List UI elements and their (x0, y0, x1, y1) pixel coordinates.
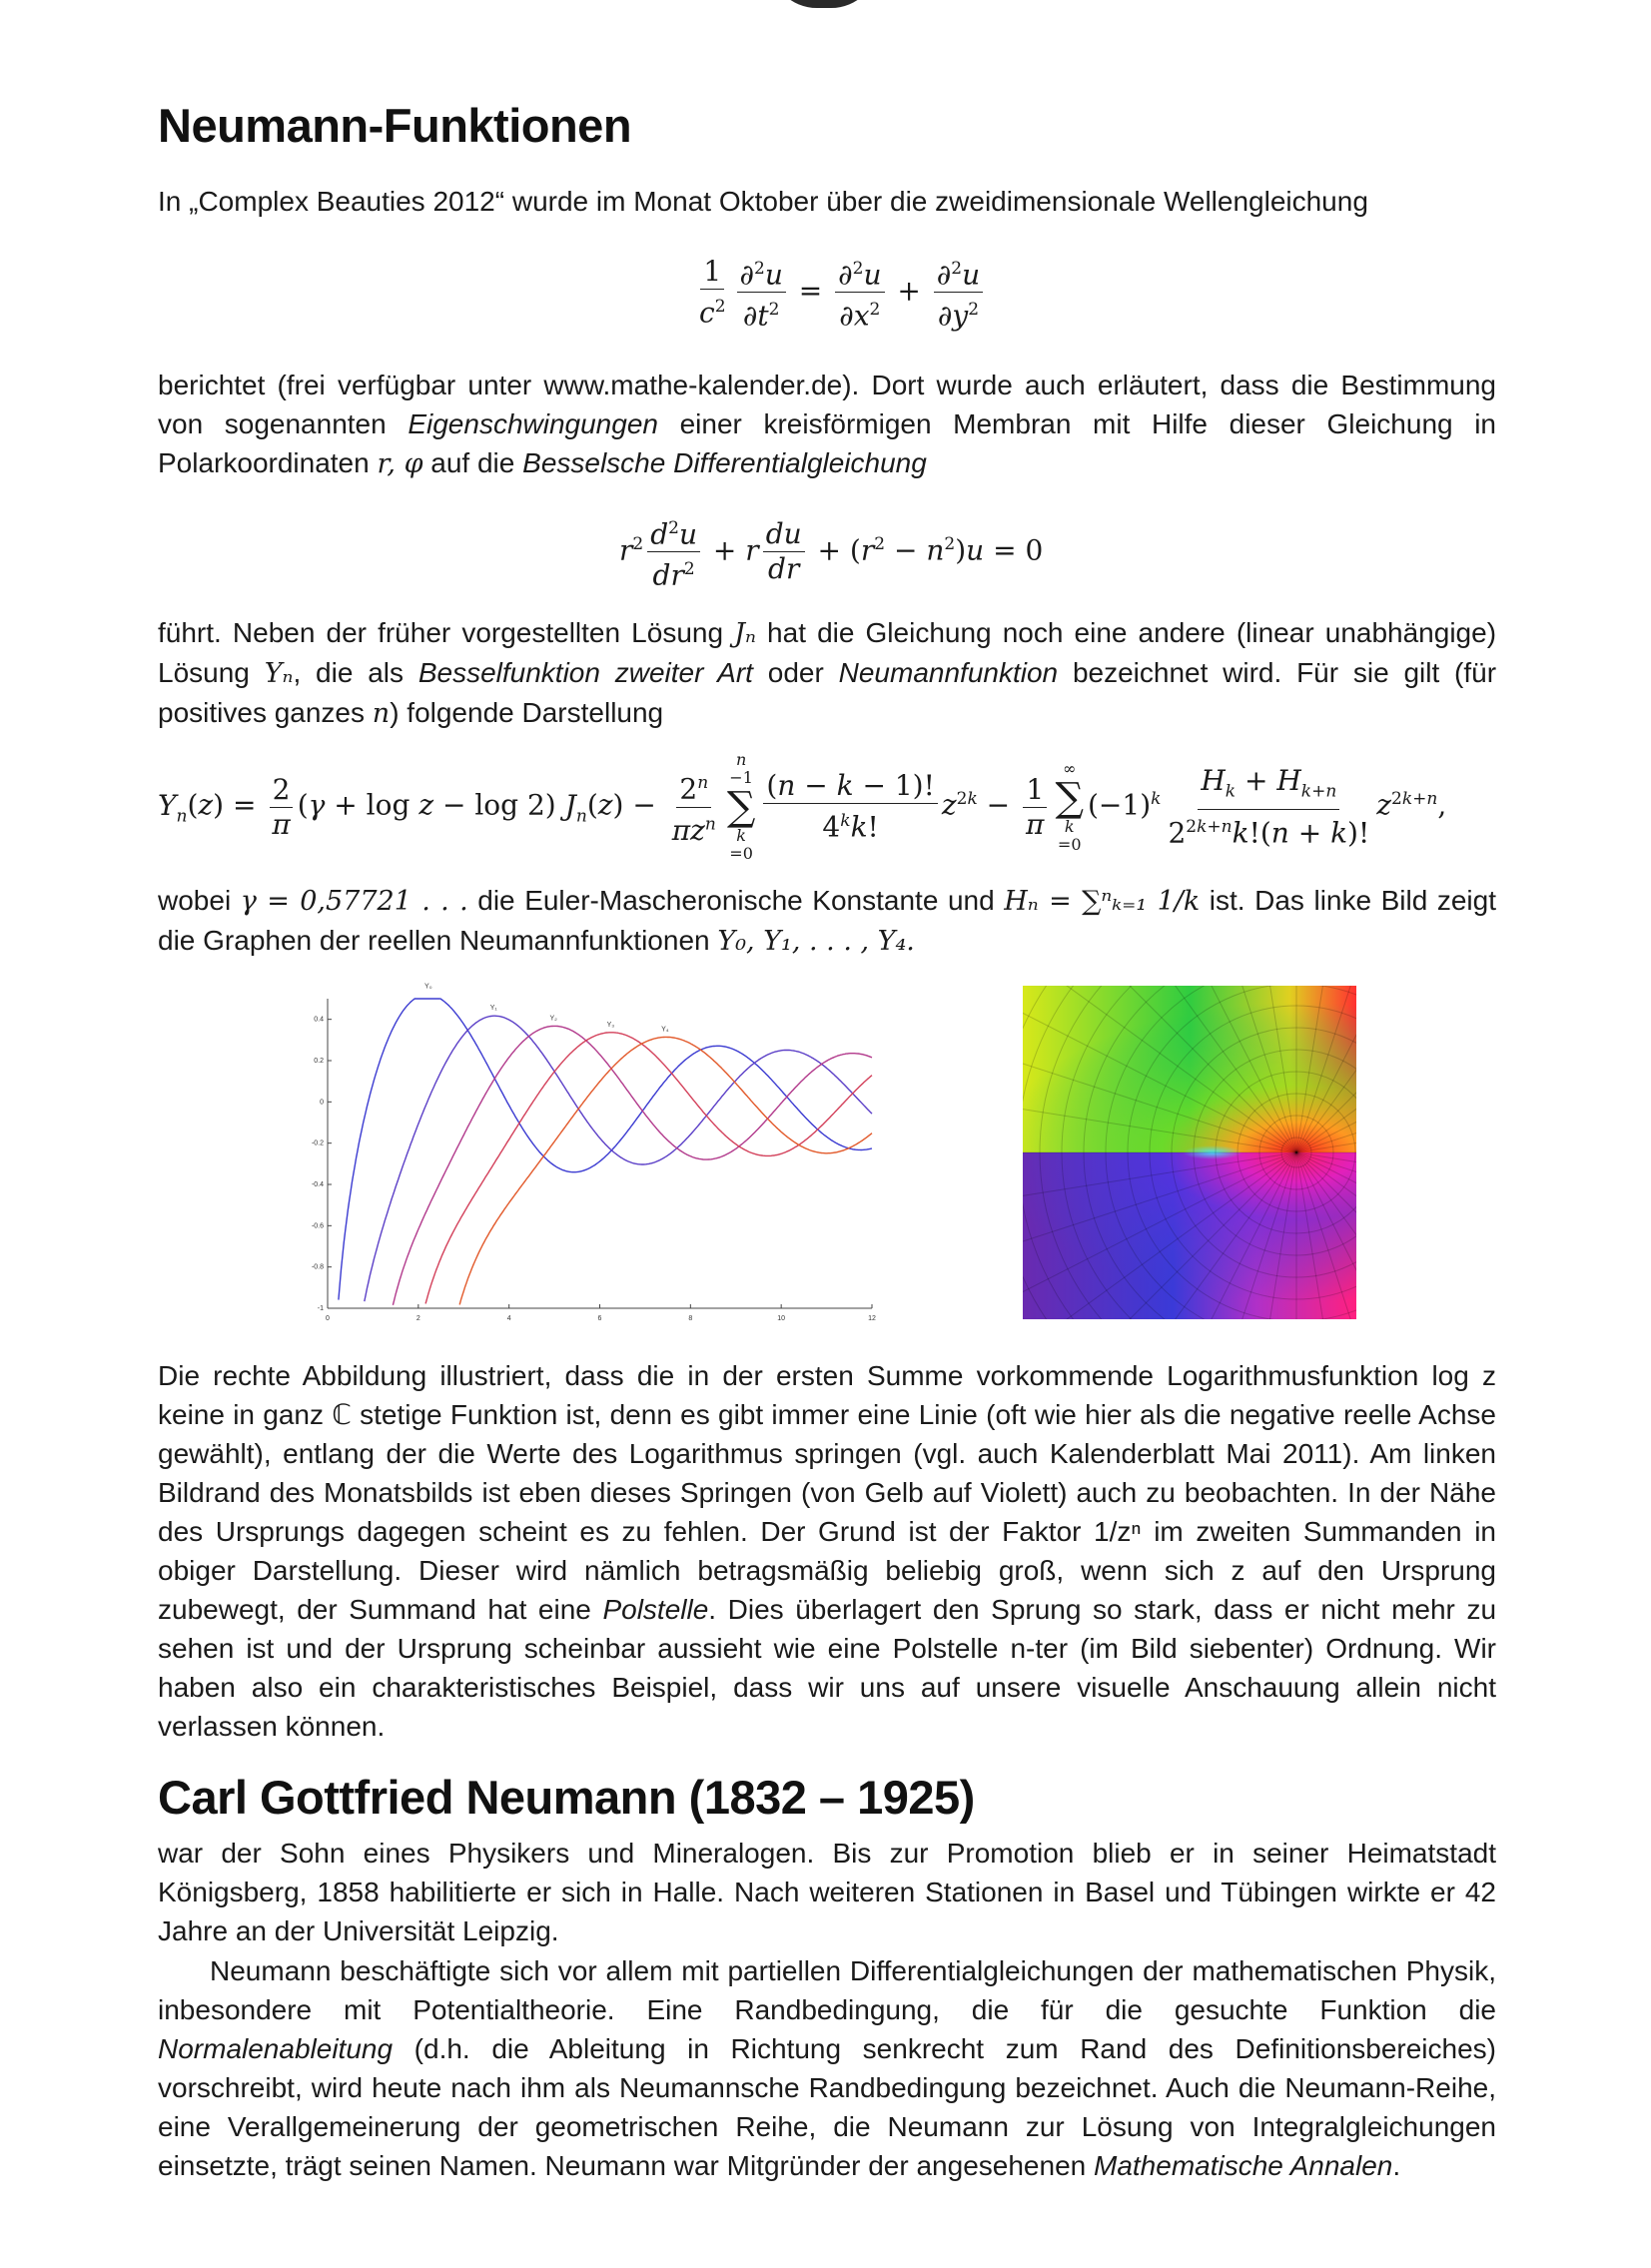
domain-coloring-image (1023, 986, 1356, 1319)
y-tick-label: 0.2 (314, 1058, 324, 1065)
intro-paragraph: In „Complex Beauties 2012“ wurde im Monat Oktober über die zweidimensionale Wellengleichung (158, 186, 1368, 217)
series-label: Y₁ (489, 1005, 497, 1013)
y-tick-label: 0.4 (314, 1016, 324, 1024)
x-tick-label: 4 (506, 1315, 511, 1322)
chart-svg (298, 979, 897, 1328)
y-tick-label: -1 (317, 1305, 324, 1312)
x-tick-label: 2 (415, 1315, 420, 1322)
bessel-equation: $r^2$ $\frac{d^2u}{dr^2}$ + r $\frac{du}{dr}$ + $(r^2 - n^2)u = 0$ (619, 511, 1043, 593)
x-tick-label: 6 (597, 1315, 602, 1322)
paragraph-bestimmung: berichtet (frei verfügbar unter www.mathe-kalender.de). Dort wurde auch erläutert, dass die Bestimmung von sogenannten Eigenschwingungen einer kreisförmigen Membran mit Hilfe dieser Gleichung in Polarkoordinaten r, φ auf die Besselsche Differentialgleichung (158, 370, 1496, 479)
y-tick-label: 0 (320, 1099, 324, 1107)
series-label: Y₀ (424, 983, 432, 991)
series-label: Y₂ (549, 1015, 557, 1023)
x-tick-label: 10 (777, 1315, 786, 1322)
x-tick-label: 8 (688, 1315, 693, 1322)
series-line (393, 1026, 872, 1304)
y-tick-label: -0.4 (311, 1181, 324, 1188)
y-tick-label: -0.8 (311, 1263, 324, 1271)
domain-coloring-svg (1023, 986, 1356, 1319)
paragraph-logarithmus: Die rechte Abbildung illustriert, dass die in der ersten Summe vorkommende Logarithmusfunktion log z keine in ganz ℂ stetige Funktion ist, denn es gibt immer eine Linie (oft wie hier als die negative reelle Achse gewählt), entlang der die Werte des Logarithmus springen (vgl. auch Kalenderblatt Mai 2011). Am linken Bildrand des Monatsbilds ist eben dieses Springen (von Gelb auf Violett) auch zu beobachten. In der Nähe des Ursprungs dagegen scheint es zu fehlen. Der Grund ist der Faktor 1/zⁿ im zweiten Summanden in obiger Darstellung. Dieser wird nämlich betragsmäßig beliebig groß, wenn sich z auf den Ursprung zubewegt, der Summand hat eine Polstelle. Dies überlagert den Sprung so stark, dass er nicht mehr zu sehen ist und der Ursprung scheinbar aussieht wie eine Polstelle n-ter (im Bild siebenter) Ordnung. Wir haben also ein charakteristisches Beispiel, dass wir uns auf unsere visuelle Anschauung allein nicht verlassen können. (158, 1360, 1497, 1742)
x-tick-label: 12 (868, 1315, 876, 1322)
series-label: Y₃ (606, 1021, 615, 1029)
top-decoration (769, 0, 879, 8)
section-title-carl-neumann: Carl Gottfried Neumann (1832 – 1925) (158, 1771, 975, 1824)
neumann-functions-chart (298, 979, 897, 1328)
y-tick-label: -0.6 (311, 1222, 324, 1230)
paragraph-loesung: führt. Neben der früher vorgestellten Lösung Jₙ hat die Gleichung noch eine andere (linear unabhängige) Lösung Yₙ, die als Besselfunktion zweiter Art oder Neumannfunktion bezeichnet wird. Für sie gilt (für positives ganzes n) folgende Darstellung (158, 617, 1497, 729)
section-title-neumann-funktionen: Neumann-Funktionen (158, 99, 632, 152)
paragraph-biography: war der Sohn eines Physikers und Mineralogen. Bis zur Promotion blieb er in seiner Heimatstadt Königsberg, 1858 habilitierte er sich in Halle. Nach weiteren Stationen in Basel und Tübingen wirkte er 42 Jahre an der Universität Leipzig. (158, 1838, 1496, 1946)
wave-equation: $\frac{1}{c^2}$ $\frac{\partial^2u}{\partial t^2}$ = $\frac{\partial^2u}{\partial x^2}$ + $\frac{\partial^2u}{\partial y^2}$ (692, 252, 987, 334)
neumann-representation: $Y_n(z)$ = $\frac{2}{\pi}$ (γ + log z − log 2) $J_n(z)$ − $\frac{2^n}{\pi z^n}$ n −1 ∑ k =0 $\frac{(n - k - 1)!}{4^kk!}$ $z^{2k}$ − $\frac{1}{\pi}$ ∞ ∑ k $=0(-1)^k$ $\frac{H_k + H_{k+n}}{2^{2k+n}k!(n + k)!}$ $z^{2k+n}$, (158, 750, 1447, 863)
y-tick-label: -0.2 (311, 1139, 324, 1147)
series-label: Y₄ (661, 1026, 669, 1034)
x-tick-label: 0 (326, 1315, 330, 1322)
paragraph-neumann-work: Neumann beschäftigte sich vor allem mit partiellen Differentialgleichungen der mathematischen Physik, inbesondere mit Potentialtheorie. Eine Randbedingung, die für die gesuchte Funktion die Normalenableitung (d.h. die Ableitung in Richtung senkrecht zum Rand des Definitionsbereiches) vorschreibt, wird heute nach ihm als Neumannsche Randbedingung bezeichnet. Auch die Neumann-Reihe, eine Verallgemeinerung der geometrischen Reihe, die Neumann zur Lösung von Integralgleichungen einsetzte, trägt seinen Namen. Neumann war Mitgründer der angesehenen Mathematische Annalen. (158, 1955, 1496, 2181)
series-line (459, 1037, 872, 1304)
paragraph-euler: wobei γ = 0,57721 . . . die Euler-Mascheronische Konstante und Hₙ = ∑ⁿₖ₌₁ 1/k ist. Das linke Bild zeigt die Graphen der reellen Neumannfunktionen Y₀, Y₁, . . . , Y₄. (158, 885, 1497, 957)
